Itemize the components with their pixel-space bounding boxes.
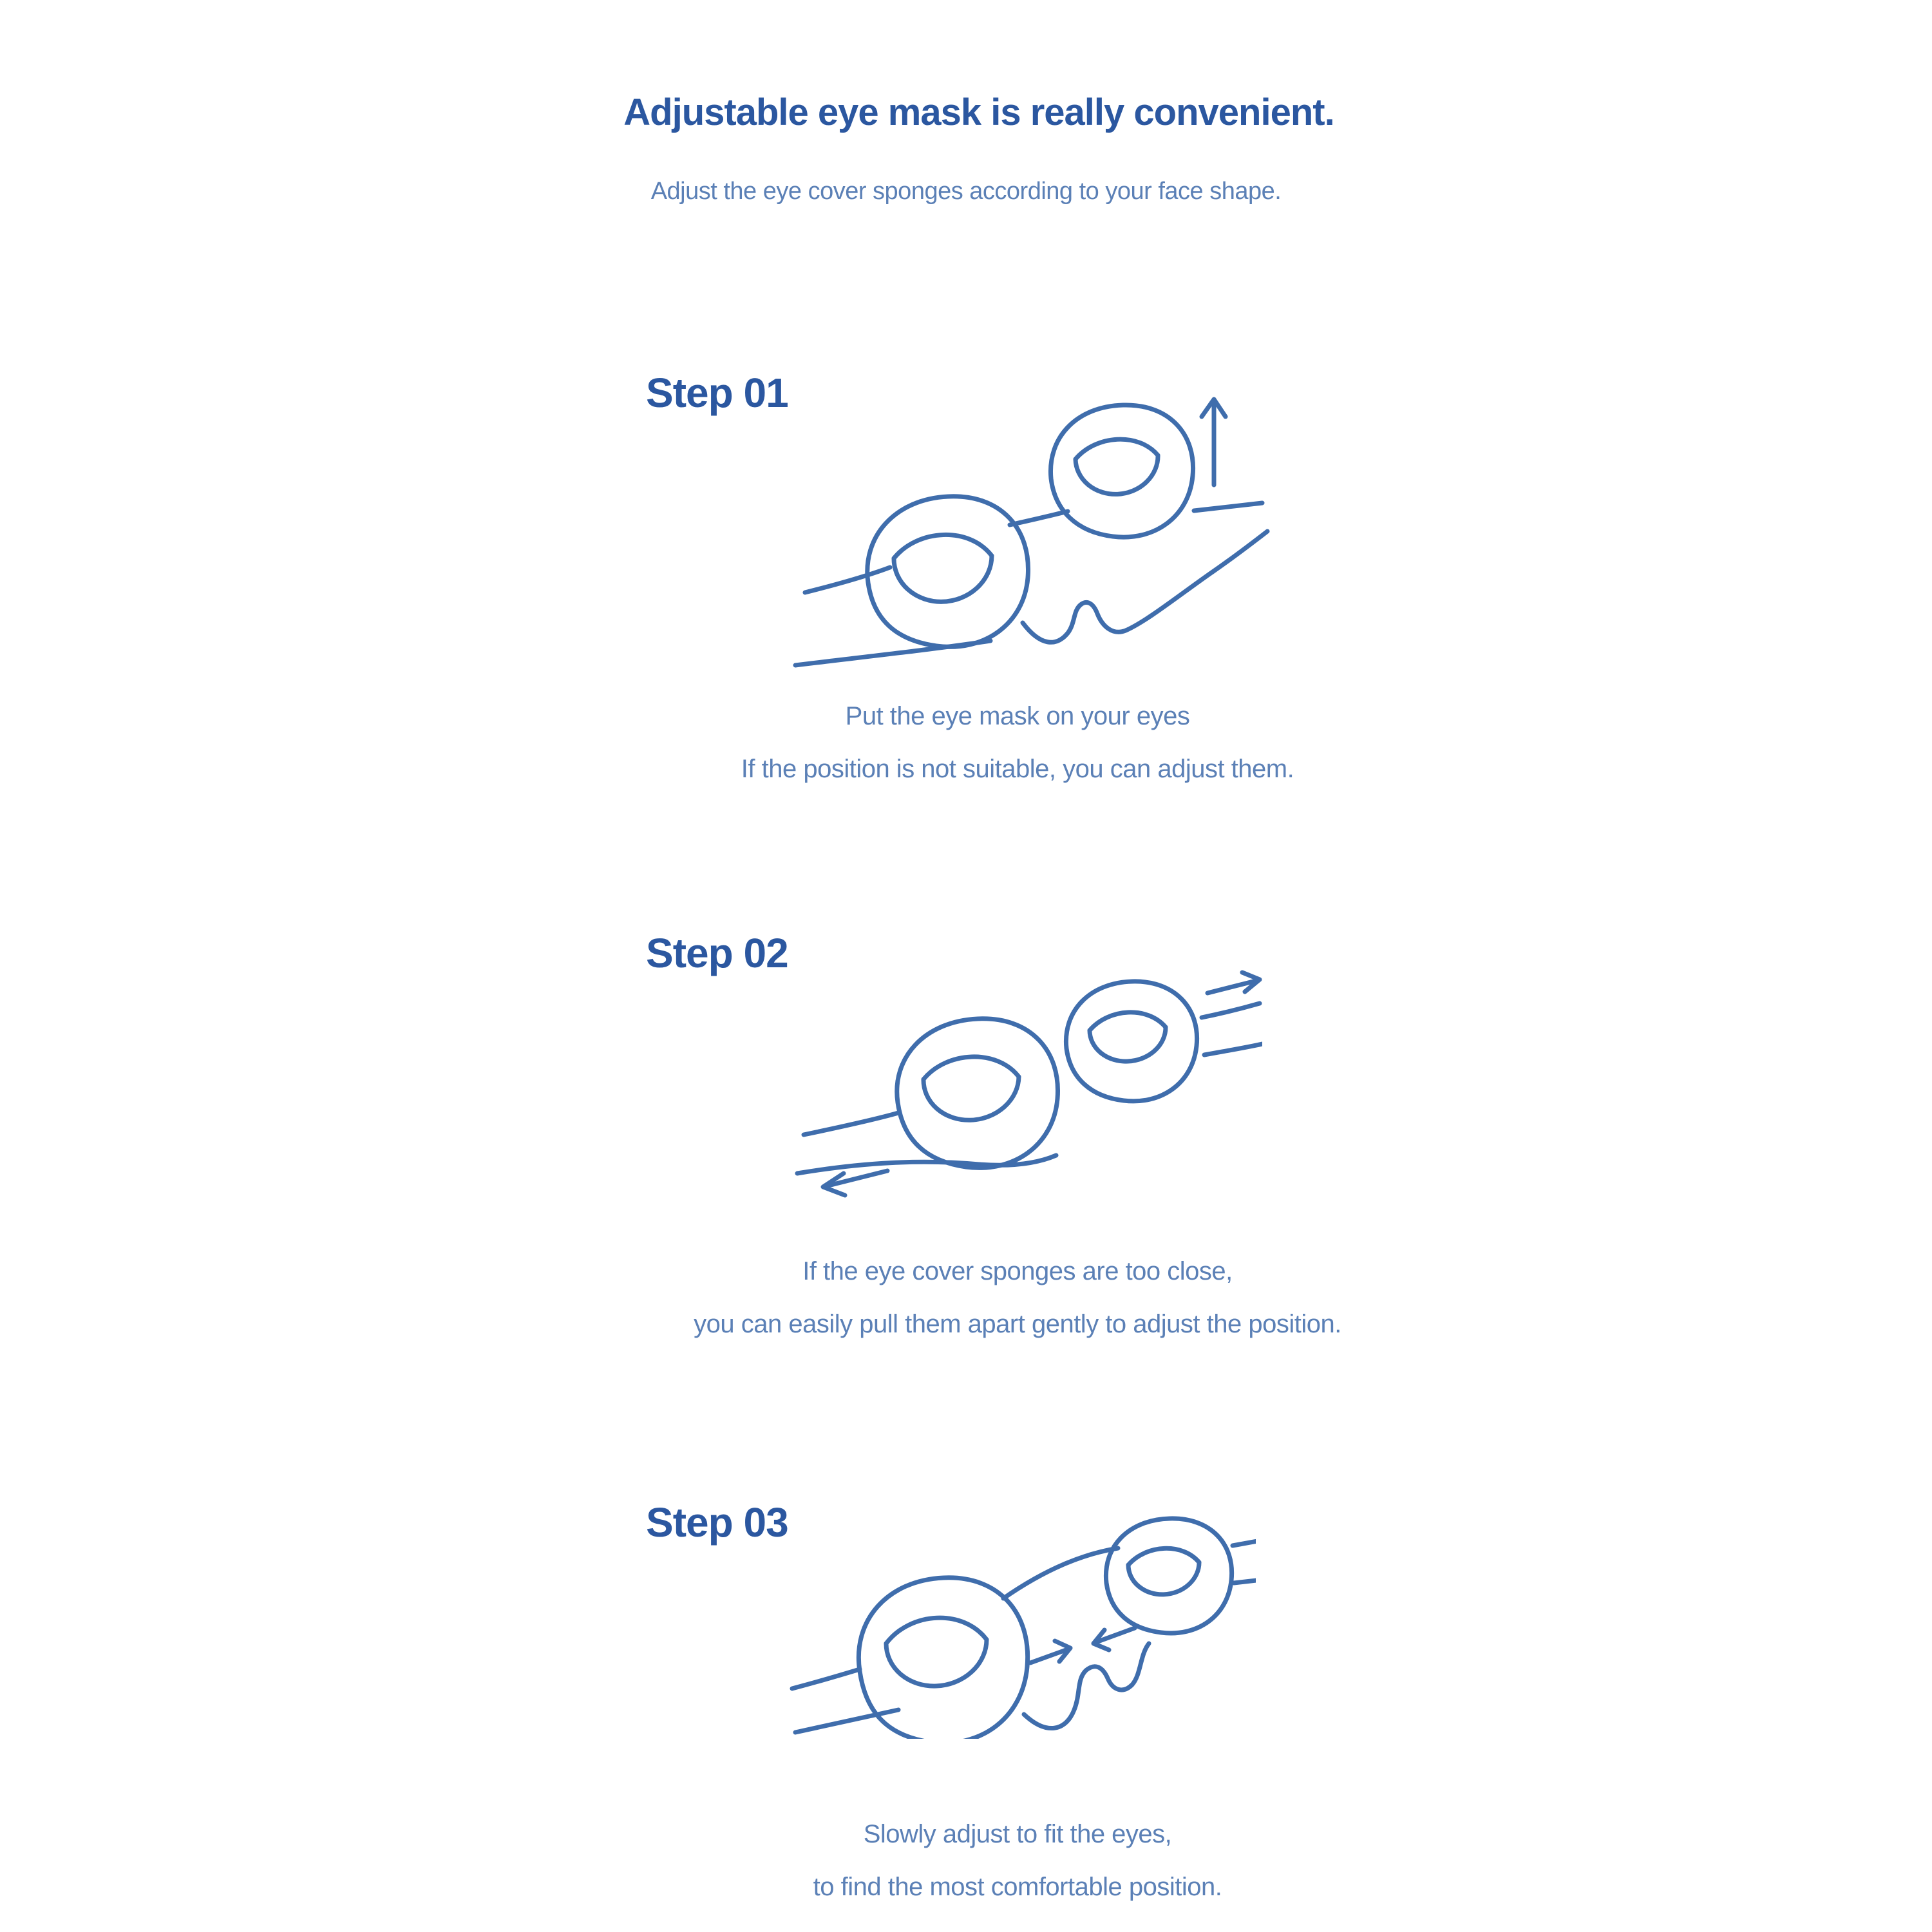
step-01-illustration bbox=[786, 370, 1275, 673]
eye-mask-push-together-drawing bbox=[779, 1501, 1256, 1739]
top-bridge-line bbox=[1003, 1548, 1118, 1598]
right-eye-cup bbox=[1106, 1519, 1231, 1633]
step-01-heading: Step 01 bbox=[646, 370, 788, 417]
step-02-illustration bbox=[786, 966, 1262, 1201]
left-strap bbox=[797, 1113, 1056, 1173]
right-eye-cup bbox=[1050, 405, 1193, 537]
left-eye-cup bbox=[897, 1019, 1058, 1168]
nose-bridge-line bbox=[1010, 511, 1068, 525]
right-strap bbox=[1194, 503, 1262, 511]
step-02-caption-line-1: If the eye cover sponges are too close, bbox=[802, 1257, 1233, 1285]
step-02-heading: Step 02 bbox=[646, 930, 788, 977]
step-03-caption-line-1: Slowly adjust to fit the eyes, bbox=[863, 1820, 1172, 1848]
step-01-caption-line-1: Put the eye mask on your eyes bbox=[845, 702, 1190, 730]
bottom-strap-wave bbox=[1023, 531, 1267, 642]
push-arrows-icon bbox=[1030, 1628, 1135, 1663]
step-03-illustration bbox=[779, 1501, 1256, 1739]
left-eye-cup bbox=[867, 497, 1028, 647]
eye-mask-lift-drawing bbox=[786, 370, 1275, 673]
step-02-caption-line-2: you can easily pull them apart gently to adjust the position. bbox=[694, 1310, 1341, 1338]
right-strap bbox=[1202, 1003, 1262, 1055]
left-strap bbox=[795, 567, 990, 665]
eye-mask-pull-apart-drawing bbox=[786, 966, 1262, 1201]
right-eye-cup bbox=[1066, 981, 1197, 1101]
up-arrow-icon bbox=[1202, 399, 1226, 485]
right-strap bbox=[1233, 1540, 1256, 1583]
step-03-caption-line-2: to find the most comfortable position. bbox=[813, 1873, 1222, 1901]
pull-left-arrow-icon bbox=[823, 1171, 887, 1195]
step-03-heading: Step 03 bbox=[646, 1499, 788, 1546]
page-title: Adjustable eye mask is really convenient. bbox=[623, 91, 1334, 133]
page-subtitle: Adjust the eye cover sponges according to your face shape. bbox=[650, 178, 1282, 205]
pull-right-arrow-icon bbox=[1208, 972, 1260, 993]
step-01-caption-line-2: If the position is not suitable, you can adjust them. bbox=[741, 755, 1294, 783]
